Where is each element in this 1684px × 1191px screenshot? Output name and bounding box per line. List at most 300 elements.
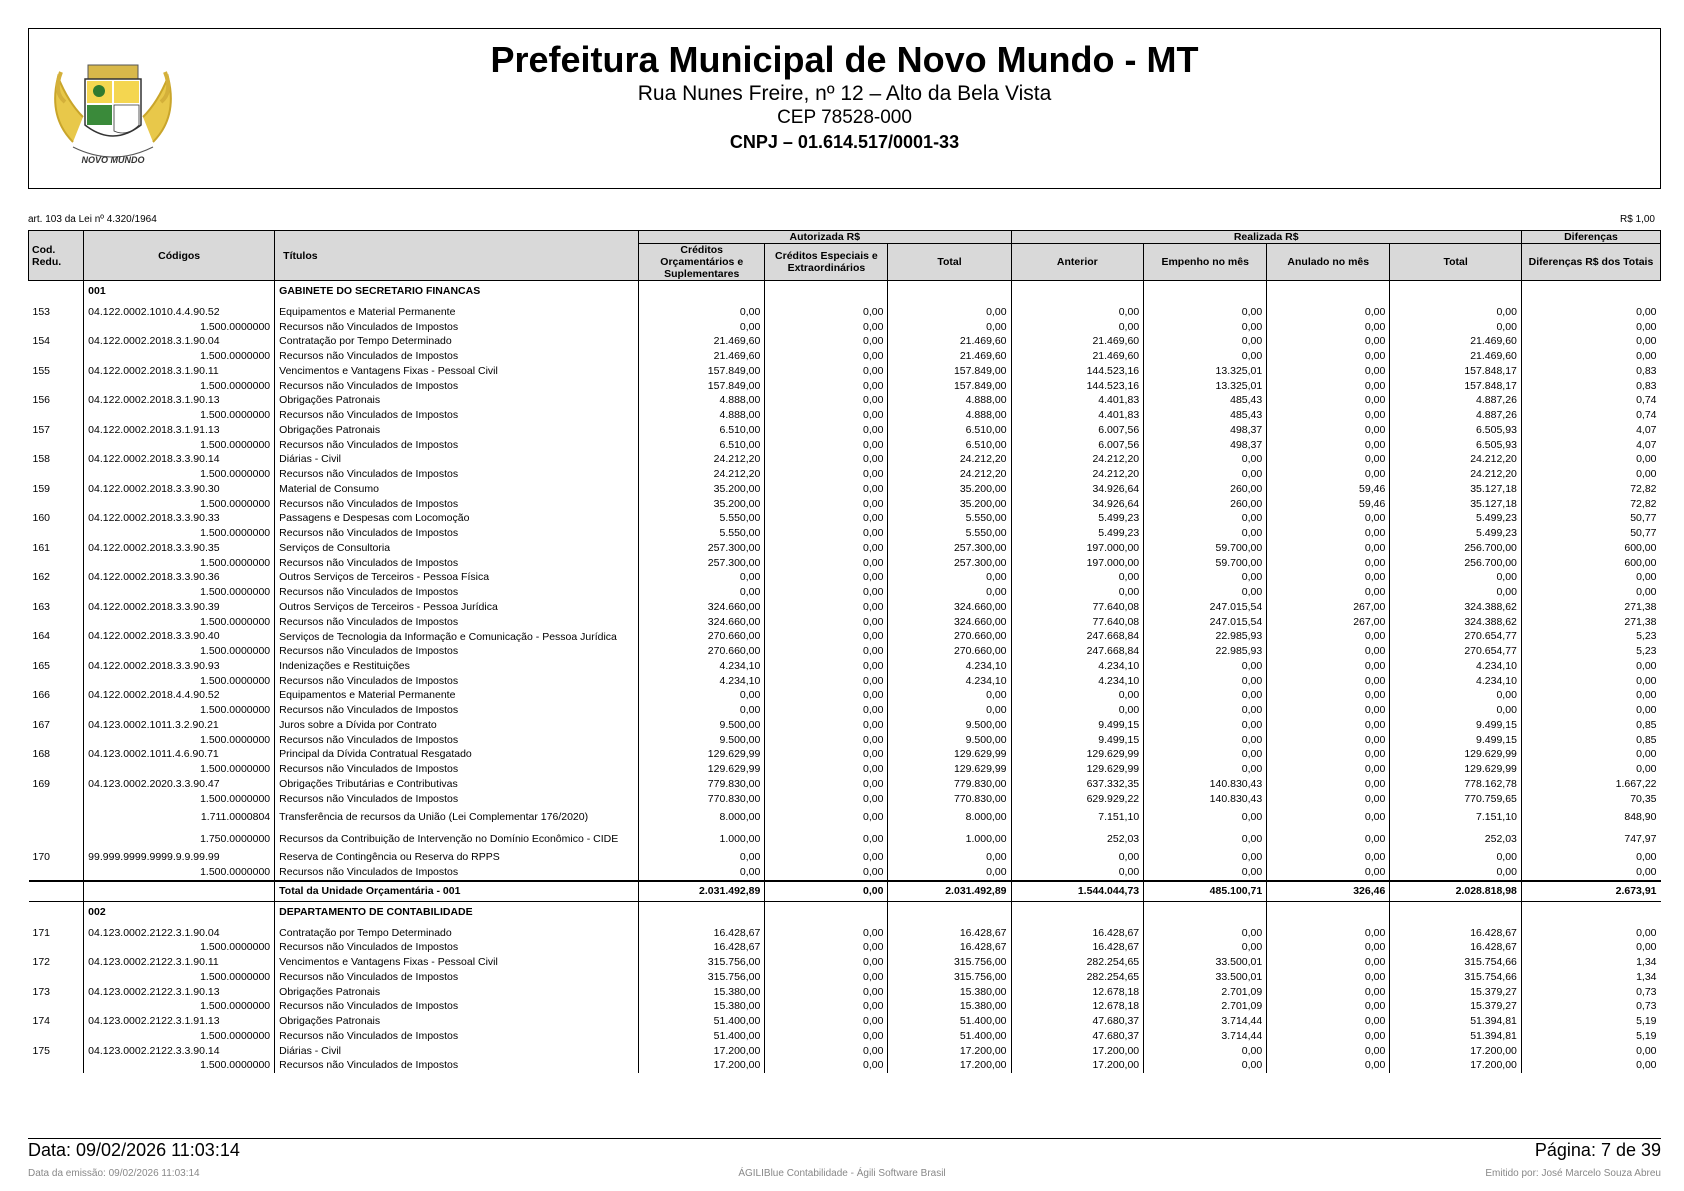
creditos-orc-cell: 324.660,00 xyxy=(639,600,765,615)
table-row xyxy=(29,482,1661,497)
section-cell-empty xyxy=(1390,901,1522,925)
anulado-cell: 0,00 xyxy=(1267,320,1390,335)
table-row xyxy=(29,733,1661,748)
footer-page-number: Página: 7 de 39 xyxy=(1534,1140,1661,1160)
creditos-esp-cell: 0,00 xyxy=(765,762,888,777)
creditos-orc-cell: 0,00 xyxy=(639,570,765,585)
diferenca-cell: 0,74 xyxy=(1521,408,1660,423)
titulo-cell xyxy=(275,629,639,644)
total-realizada-cell: 51.394,81 xyxy=(1390,1029,1522,1044)
codigo-cell: 04.122.0002.2018.3.1.90.11 xyxy=(84,364,275,379)
total-autorizada-cell: 157.849,00 xyxy=(888,379,1011,394)
total-realizada-cell: 35.127,18 xyxy=(1390,482,1522,497)
total-realizada-cell: 256.700,00 xyxy=(1390,541,1522,556)
titulo-cell: Recursos não Vinculados de Impostos xyxy=(275,792,639,807)
total-realizada-cell: 16.428,67 xyxy=(1390,940,1522,955)
diferenca-cell: 0,00 xyxy=(1521,674,1660,689)
diferenca-cell: 0,00 xyxy=(1521,659,1660,674)
empenho-cell: 485,43 xyxy=(1144,408,1267,423)
table-row xyxy=(29,828,1661,850)
titulo-cell: Recursos não Vinculados de Impostos xyxy=(275,379,639,394)
creditos-esp-cell: 0,00 xyxy=(765,541,888,556)
codigo-cell: 1.500.0000000 xyxy=(84,615,275,630)
empenho-cell: 0,00 xyxy=(1144,733,1267,748)
total-autorizada-cell: 5.550,00 xyxy=(888,511,1011,526)
section-cell-empty xyxy=(1267,901,1390,925)
empenho-cell: 140.830,43 xyxy=(1144,792,1267,807)
table-row xyxy=(29,999,1661,1014)
col-creditos-orcamentarios: Créditos Orçamentários e Suplementares xyxy=(639,244,765,281)
anulado-cell: 0,00 xyxy=(1267,1058,1390,1073)
table-row xyxy=(29,629,1661,644)
cod-redu-cell xyxy=(29,408,84,423)
diferenca-cell: 0,00 xyxy=(1521,320,1660,335)
table-row xyxy=(29,511,1661,526)
table-row xyxy=(29,762,1661,777)
titulo-cell: Obrigações Patronais xyxy=(275,423,639,438)
empenho-cell: 0,00 xyxy=(1144,865,1267,881)
codigo-cell: 1.500.0000000 xyxy=(84,703,275,718)
table-row xyxy=(29,423,1661,438)
cod-redu-cell: 171 xyxy=(32,926,51,939)
diferenca-cell: 0,00 xyxy=(1521,703,1660,718)
anulado-cell: 0,00 xyxy=(1267,659,1390,674)
anulado-cell: 0,00 xyxy=(1267,408,1390,423)
titulo-cell: Equipamentos e Material Permanente xyxy=(275,688,639,703)
total-value: 485.100,71 xyxy=(1144,881,1267,902)
cod-redu-cell xyxy=(29,644,84,659)
report-header xyxy=(28,28,1661,189)
titulo-cell: Recursos não Vinculados de Impostos xyxy=(275,497,639,512)
total-autorizada-cell: 0,00 xyxy=(888,305,1011,320)
creditos-orc-cell: 770.830,00 xyxy=(639,792,765,807)
titulo-cell: Principal da Dívida Contratual Resgatado xyxy=(275,747,639,762)
table-row xyxy=(29,644,1661,659)
codigo-cell: 04.122.0002.2018.3.3.90.93 xyxy=(84,659,275,674)
titulo-cell: Transferência de recursos da União (Lei Complementar 176/2020) xyxy=(275,806,639,828)
anulado-cell: 59,46 xyxy=(1267,497,1390,512)
creditos-esp-cell: 0,00 xyxy=(765,926,888,941)
total-autorizada-cell: 270.660,00 xyxy=(888,644,1011,659)
anulado-cell: 0,00 xyxy=(1267,865,1390,881)
anulado-cell: 0,00 xyxy=(1267,733,1390,748)
table-row xyxy=(29,674,1661,689)
diferenca-cell: 50,77 xyxy=(1521,511,1660,526)
creditos-orc-cell: 35.200,00 xyxy=(639,497,765,512)
titulo-cell: Recursos não Vinculados de Impostos xyxy=(275,526,639,541)
creditos-orc-cell: 1.000,00 xyxy=(639,828,765,850)
titulo-cell: Diárias - Civil xyxy=(275,452,639,467)
anterior-cell: 34.926,64 xyxy=(1011,482,1144,497)
creditos-esp-cell: 0,00 xyxy=(765,828,888,850)
table-row xyxy=(29,570,1661,585)
diferenca-cell: 50,77 xyxy=(1521,526,1660,541)
budget-comparison-table xyxy=(28,230,1661,1073)
total-realizada-cell: 15.379,27 xyxy=(1390,999,1522,1014)
total-realizada-cell: 129.629,99 xyxy=(1390,762,1522,777)
diferenca-cell: 600,00 xyxy=(1521,556,1660,571)
anulado-cell: 0,00 xyxy=(1267,541,1390,556)
table-row xyxy=(29,467,1661,482)
empenho-cell: 2.701,09 xyxy=(1144,999,1267,1014)
empenho-cell: 0,00 xyxy=(1144,659,1267,674)
total-realizada-cell: 9.499,15 xyxy=(1390,718,1522,733)
anterior-cell: 12.678,18 xyxy=(1011,985,1144,1000)
total-realizada-cell: 0,00 xyxy=(1390,570,1522,585)
section-name: GABINETE DO SECRETARIO FINANCAS xyxy=(275,281,639,305)
creditos-esp-cell: 0,00 xyxy=(765,718,888,733)
codigo-cell: 99.999.9999.9999.9.9.99.99 xyxy=(84,850,275,865)
cod-redu-cell: 155 xyxy=(32,364,51,377)
cod-redu-cell: 172 xyxy=(32,956,51,968)
empenho-cell: 0,00 xyxy=(1144,703,1267,718)
anulado-cell: 0,00 xyxy=(1267,629,1390,644)
total-realizada-cell: 0,00 xyxy=(1390,850,1522,865)
total-autorizada-cell: 51.400,00 xyxy=(888,1029,1011,1044)
diferenca-cell: 848,90 xyxy=(1521,806,1660,828)
anulado-cell: 0,00 xyxy=(1267,955,1390,970)
anterior-cell: 47.680,37 xyxy=(1011,1014,1144,1029)
table-row xyxy=(29,452,1661,467)
anterior-cell: 144.523,16 xyxy=(1011,379,1144,394)
section-cell-empty xyxy=(29,901,84,925)
col-anterior: Anterior xyxy=(1011,244,1144,281)
creditos-orc-cell: 0,00 xyxy=(639,305,765,320)
anulado-cell: 0,00 xyxy=(1267,926,1390,941)
total-autorizada-cell: 4.234,10 xyxy=(888,659,1011,674)
group-realizada: Realizada R$ xyxy=(1011,231,1521,244)
section-cell-empty xyxy=(639,901,765,925)
table-row xyxy=(29,364,1661,379)
creditos-orc-cell: 24.212,20 xyxy=(639,467,765,482)
creditos-orc-cell: 129.629,99 xyxy=(639,762,765,777)
table-row xyxy=(29,955,1661,970)
creditos-orc-cell: 129.629,99 xyxy=(639,747,765,762)
codigo-cell: 04.123.0002.2122.3.1.90.11 xyxy=(84,955,275,970)
diferenca-cell: 271,38 xyxy=(1521,600,1660,615)
empenho-cell: 485,43 xyxy=(1144,393,1267,408)
titulo-cell: Recursos não Vinculados de Impostos xyxy=(275,467,639,482)
creditos-orc-cell: 157.849,00 xyxy=(639,364,765,379)
total-autorizada-cell: 4.234,10 xyxy=(888,674,1011,689)
empenho-cell: 0,00 xyxy=(1144,452,1267,467)
anulado-cell: 0,00 xyxy=(1267,999,1390,1014)
table-row xyxy=(29,865,1661,881)
anulado-cell: 0,00 xyxy=(1267,526,1390,541)
empenho-cell: 0,00 xyxy=(1144,585,1267,600)
col-codigos: Códigos xyxy=(84,231,275,281)
codigo-cell: 04.123.0002.2020.3.3.90.47 xyxy=(84,777,275,792)
titulo-cell: Recursos não Vinculados de Impostos xyxy=(275,438,639,453)
total-value: 2.031.492,89 xyxy=(888,881,1011,902)
codigo-cell: 04.123.0002.2122.3.3.90.14 xyxy=(84,1044,275,1059)
creditos-orc-cell: 51.400,00 xyxy=(639,1029,765,1044)
creditos-orc-cell: 17.200,00 xyxy=(639,1044,765,1059)
creditos-esp-cell: 0,00 xyxy=(765,940,888,955)
creditos-orc-cell: 16.428,67 xyxy=(639,926,765,941)
anterior-cell: 4.401,83 xyxy=(1011,408,1144,423)
col-total-realizada: Total xyxy=(1390,244,1522,281)
codigo-cell: 1.500.0000000 xyxy=(84,526,275,541)
table-row xyxy=(29,408,1661,423)
diferenca-cell: 0,00 xyxy=(1521,1058,1660,1073)
empenho-cell: 0,00 xyxy=(1144,320,1267,335)
empenho-cell: 0,00 xyxy=(1144,940,1267,955)
diferenca-cell: 72,82 xyxy=(1521,497,1660,512)
creditos-orc-cell: 4.888,00 xyxy=(639,408,765,423)
total-realizada-cell: 51.394,81 xyxy=(1390,1014,1522,1029)
municipality-cnpj: CNPJ – 01.614.517/0001-33 xyxy=(729,132,960,152)
table-row xyxy=(29,541,1661,556)
total-realizada-cell: 6.505,93 xyxy=(1390,438,1522,453)
creditos-esp-cell: 0,00 xyxy=(765,600,888,615)
creditos-orc-cell: 15.380,00 xyxy=(639,999,765,1014)
titulo-cell: Contratação por Tempo Determinado xyxy=(275,926,639,941)
total-autorizada-cell: 129.629,99 xyxy=(888,747,1011,762)
codigo-cell: 04.122.0002.2018.3.1.91.13 xyxy=(84,423,275,438)
codigo-cell: 04.122.0002.2018.3.3.90.36 xyxy=(84,570,275,585)
codigo-cell: 04.122.0002.2018.3.3.90.30 xyxy=(84,482,275,497)
table-row xyxy=(29,777,1661,792)
creditos-esp-cell: 0,00 xyxy=(765,1058,888,1073)
municipality-title: Prefeitura Municipal de Novo Mundo - MT xyxy=(490,39,1199,80)
anterior-cell: 4.234,10 xyxy=(1011,674,1144,689)
table-row xyxy=(29,349,1661,364)
table-row xyxy=(29,320,1661,335)
empenho-cell: 0,00 xyxy=(1144,762,1267,777)
total-realizada-cell: 315.754,66 xyxy=(1390,955,1522,970)
total-realizada-cell: 157.848,17 xyxy=(1390,379,1522,394)
anulado-cell: 267,00 xyxy=(1267,615,1390,630)
total-autorizada-cell: 770.830,00 xyxy=(888,792,1011,807)
creditos-esp-cell: 0,00 xyxy=(765,452,888,467)
anterior-cell: 5.499,23 xyxy=(1011,526,1144,541)
creditos-orc-cell: 257.300,00 xyxy=(639,541,765,556)
total-autorizada-cell: 35.200,00 xyxy=(888,497,1011,512)
anulado-cell: 0,00 xyxy=(1267,1029,1390,1044)
diferenca-cell: 4,07 xyxy=(1521,438,1660,453)
cod-redu-cell: 161 xyxy=(32,541,51,554)
cod-redu-cell xyxy=(29,828,84,850)
anulado-cell: 0,00 xyxy=(1267,688,1390,703)
titulo-cell: Indenizações e Restituições xyxy=(275,659,639,674)
total-value: 2.673,91 xyxy=(1521,881,1660,902)
codigo-cell: 04.122.0002.2018.3.1.90.04 xyxy=(84,334,275,349)
diferenca-cell: 0,74 xyxy=(1521,393,1660,408)
diferenca-cell: 600,00 xyxy=(1521,541,1660,556)
empenho-cell: 0,00 xyxy=(1144,806,1267,828)
table-row xyxy=(29,526,1661,541)
table-row xyxy=(29,792,1661,807)
creditos-esp-cell: 0,00 xyxy=(765,467,888,482)
cod-redu-cell xyxy=(29,806,84,828)
anulado-cell: 0,00 xyxy=(1267,1044,1390,1059)
total-autorizada-cell: 51.400,00 xyxy=(888,1014,1011,1029)
total-realizada-cell: 21.469,60 xyxy=(1390,334,1522,349)
anterior-cell: 0,00 xyxy=(1011,305,1144,320)
creditos-orc-cell: 4.234,10 xyxy=(639,674,765,689)
codigo-cell: 1.750.0000000 xyxy=(84,828,275,850)
creditos-esp-cell: 0,00 xyxy=(765,570,888,585)
creditos-orc-cell: 4.234,10 xyxy=(639,659,765,674)
codigo-cell: 04.123.0002.2122.3.1.90.04 xyxy=(84,926,275,941)
codigo-cell: 1.500.0000000 xyxy=(84,320,275,335)
anulado-cell: 0,00 xyxy=(1267,393,1390,408)
creditos-esp-cell: 0,00 xyxy=(765,792,888,807)
cod-redu-cell: 153 xyxy=(32,305,51,318)
creditos-orc-cell: 0,00 xyxy=(639,703,765,718)
creditos-esp-cell: 0,00 xyxy=(765,393,888,408)
cod-redu-cell xyxy=(29,970,84,985)
total-value: 2.031.492,89 xyxy=(639,881,765,902)
cod-redu-cell: 169 xyxy=(32,777,51,790)
creditos-esp-cell: 0,00 xyxy=(765,865,888,881)
creditos-esp-cell: 0,00 xyxy=(765,970,888,985)
titulo-text: Recursos da Contribuição de Intervenção no Domínio Econômico - CIDE xyxy=(279,833,619,846)
table-row xyxy=(29,379,1661,394)
empenho-cell: 0,00 xyxy=(1144,349,1267,364)
codigo-cell: 1.500.0000000 xyxy=(84,585,275,600)
total-autorizada-cell: 24.212,20 xyxy=(888,467,1011,482)
titulo-cell: Recursos não Vinculados de Impostos xyxy=(275,940,639,955)
col-cod-redu: Cod. Redu. xyxy=(29,231,84,281)
anulado-cell: 0,00 xyxy=(1267,438,1390,453)
anterior-cell: 4.234,10 xyxy=(1011,659,1144,674)
cod-redu-cell xyxy=(29,940,84,955)
empenho-cell: 0,00 xyxy=(1144,747,1267,762)
titulo-cell: Recursos não Vinculados de Impostos xyxy=(275,1029,639,1044)
total-autorizada-cell: 0,00 xyxy=(888,585,1011,600)
diferenca-cell: 1,34 xyxy=(1521,955,1660,970)
codigo-cell: 1.500.0000000 xyxy=(84,733,275,748)
anterior-cell: 0,00 xyxy=(1011,865,1144,881)
total-cell-empty xyxy=(84,881,275,902)
cod-redu-cell: 157 xyxy=(32,423,51,436)
anterior-cell: 0,00 xyxy=(1011,688,1144,703)
titulo-cell: Recursos não Vinculados de Impostos xyxy=(275,1058,639,1073)
municipality-cep: CEP 78528-000 xyxy=(777,107,912,128)
table-row xyxy=(29,438,1661,453)
anulado-cell: 0,00 xyxy=(1267,467,1390,482)
creditos-esp-cell: 0,00 xyxy=(765,747,888,762)
table-row xyxy=(29,970,1661,985)
titulo-cell: Outros Serviços de Terceiros - Pessoa Jurídica xyxy=(275,600,639,615)
section-cell-empty xyxy=(1267,281,1390,305)
cod-redu-cell: 162 xyxy=(32,571,51,584)
creditos-orc-cell: 6.510,00 xyxy=(639,438,765,453)
creditos-esp-cell: 0,00 xyxy=(765,408,888,423)
section-header-row xyxy=(29,901,1661,925)
diferenca-cell: 5,23 xyxy=(1521,629,1660,644)
total-realizada-cell: 770.759,65 xyxy=(1390,792,1522,807)
anterior-cell: 16.428,67 xyxy=(1011,926,1144,941)
titulo-cell: Recursos não Vinculados de Impostos xyxy=(275,644,639,659)
svg-text:NOVO MUNDO: NOVO MUNDO xyxy=(81,155,145,165)
creditos-orc-cell: 21.469,60 xyxy=(639,349,765,364)
section-cell-empty xyxy=(1011,901,1144,925)
diferenca-cell: 70,35 xyxy=(1521,792,1660,807)
diferenca-cell: 0,00 xyxy=(1521,926,1660,941)
anterior-cell: 4.401,83 xyxy=(1011,393,1144,408)
total-realizada-cell: 157.848,17 xyxy=(1390,364,1522,379)
col-creditos-especiais: Créditos Especiais e Extraordinários xyxy=(765,244,888,281)
cod-redu-cell xyxy=(29,733,84,748)
cod-redu-cell: 164 xyxy=(32,630,51,643)
empenho-cell: 0,00 xyxy=(1144,334,1267,349)
codigo-cell: 1.500.0000000 xyxy=(84,999,275,1014)
diferenca-cell: 0,83 xyxy=(1521,379,1660,394)
anulado-cell: 0,00 xyxy=(1267,1014,1390,1029)
diferenca-cell: 1.667,22 xyxy=(1521,777,1660,792)
anulado-cell: 0,00 xyxy=(1267,349,1390,364)
creditos-orc-cell: 315.756,00 xyxy=(639,955,765,970)
total-autorizada-cell: 6.510,00 xyxy=(888,423,1011,438)
creditos-esp-cell: 0,00 xyxy=(765,1029,888,1044)
total-autorizada-cell: 21.469,60 xyxy=(888,349,1011,364)
anterior-cell: 637.332,35 xyxy=(1011,777,1144,792)
creditos-esp-cell: 0,00 xyxy=(765,511,888,526)
section-cell-empty xyxy=(765,901,888,925)
titulo-cell: Recursos não Vinculados de Impostos xyxy=(275,585,639,600)
codigo-cell: 04.123.0002.1011.3.2.90.21 xyxy=(84,718,275,733)
cod-redu-cell: 156 xyxy=(32,394,51,407)
creditos-esp-cell: 0,00 xyxy=(765,806,888,828)
diferenca-cell: 0,00 xyxy=(1521,305,1660,320)
anterior-cell: 0,00 xyxy=(1011,570,1144,585)
total-realizada-cell: 4.887,26 xyxy=(1390,393,1522,408)
cod-redu-cell: 168 xyxy=(32,748,51,761)
creditos-esp-cell: 0,00 xyxy=(765,585,888,600)
col-anulado-mes: Anulado no mês xyxy=(1267,244,1390,281)
empenho-cell: 498,37 xyxy=(1144,438,1267,453)
creditos-orc-cell: 8.000,00 xyxy=(639,806,765,828)
cod-redu-cell: 158 xyxy=(32,453,51,466)
anulado-cell: 0,00 xyxy=(1267,806,1390,828)
section-cell-empty xyxy=(29,281,84,305)
total-autorizada-cell: 129.629,99 xyxy=(888,762,1011,777)
cod-redu-cell xyxy=(29,865,84,881)
cod-redu-cell: 163 xyxy=(32,600,51,613)
diferenca-cell: 0,00 xyxy=(1521,452,1660,467)
total-realizada-cell: 270.654,77 xyxy=(1390,644,1522,659)
total-autorizada-cell: 157.849,00 xyxy=(888,364,1011,379)
codigo-cell: 04.122.0002.2018.3.1.90.13 xyxy=(84,393,275,408)
creditos-orc-cell: 35.200,00 xyxy=(639,482,765,497)
total-autorizada-cell: 779.830,00 xyxy=(888,777,1011,792)
anulado-cell: 0,00 xyxy=(1267,985,1390,1000)
titulo-cell: Juros sobre a Dívida por Contrato xyxy=(275,718,639,733)
creditos-orc-cell: 315.756,00 xyxy=(639,970,765,985)
total-autorizada-cell: 0,00 xyxy=(888,703,1011,718)
empenho-cell: 0,00 xyxy=(1144,305,1267,320)
anterior-cell: 77.640,08 xyxy=(1011,600,1144,615)
titulo-cell: Recursos não Vinculados de Impostos xyxy=(275,349,639,364)
total-autorizada-cell: 324.660,00 xyxy=(888,600,1011,615)
cod-redu-cell: 166 xyxy=(32,689,51,702)
anulado-cell: 0,00 xyxy=(1267,379,1390,394)
table-row xyxy=(29,940,1661,955)
titulo-cell: Obrigações Tributárias e Contributivas xyxy=(275,777,639,792)
total-autorizada-cell: 17.200,00 xyxy=(888,1058,1011,1073)
total-realizada-cell: 315.754,66 xyxy=(1390,970,1522,985)
footer-divider xyxy=(28,1138,1661,1139)
total-realizada-cell: 4.234,10 xyxy=(1390,674,1522,689)
total-realizada-cell: 252,03 xyxy=(1390,828,1522,850)
empenho-cell: 0,00 xyxy=(1144,850,1267,865)
titulo-cell: Obrigações Patronais xyxy=(275,985,639,1000)
section-cell-empty xyxy=(639,281,765,305)
table-row xyxy=(29,1014,1661,1029)
